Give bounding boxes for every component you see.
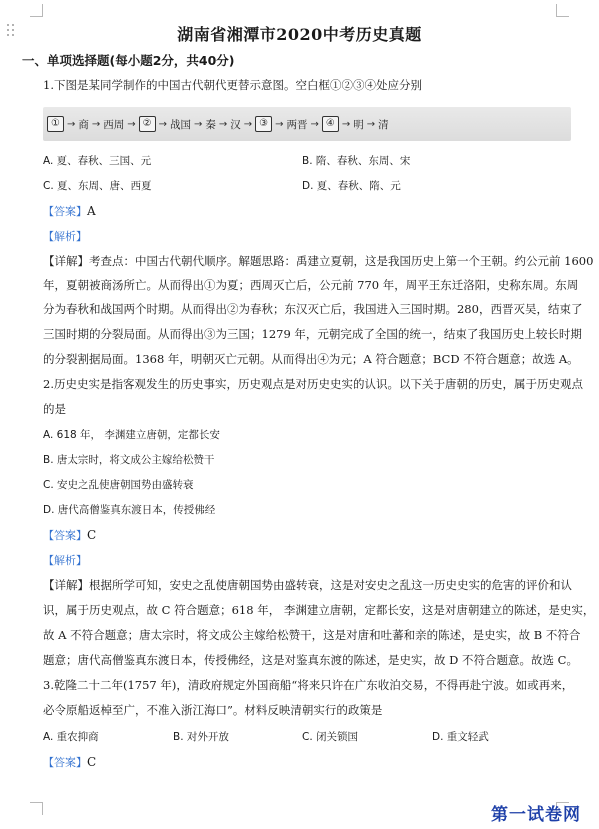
q2-detail-line: 识，属于历史观点，故 C 符合题意；618 年， 李渊建立唐朝，定都长安，这是对唐朝建立的陈述，是史实， — [43, 603, 595, 617]
timeline-box-4: ④ — [322, 116, 339, 132]
timeline-item: 明 — [353, 118, 364, 131]
arrow-right-icon: → — [158, 118, 167, 130]
timeline-item: 西周 — [103, 118, 125, 131]
q2-analysis-tag — [43, 553, 87, 568]
timeline-item: 战国 — [170, 118, 191, 131]
arrow-right-icon: → — [218, 118, 228, 130]
q1-option-d: D. 夏、春秋、隋、元 — [302, 180, 401, 192]
answer-tag: 【答案】 — [43, 205, 87, 218]
q3-stem-line: 必令原船返棹至广，不准入浙江海口”。材料反映清朝实行的政策是 — [43, 703, 383, 717]
timeline-item: 秦 — [205, 118, 216, 131]
q2-detail-line: 故 A 不符合题意；唐太宗时，将文成公主嫁给松赞干，这是对唐和吐蕃和亲的陈述，是史实，故 B 不符合 — [43, 628, 581, 642]
q3-option-d: D. 重文轻武 — [432, 731, 489, 743]
arrow-right-icon: → — [66, 118, 76, 130]
q2-detail-line: 【详解】根据所学可知，安史之乱使唐朝国势由盛转衰，这是对安史之乱这一历史史实的危害的评价和认 — [43, 578, 572, 592]
timeline-box-1: ① — [47, 116, 64, 132]
page-title: 湖南省湘潭市2020中考历史真题 — [177, 25, 422, 44]
q1-option-a: A. 夏、春秋、三国、元 — [43, 155, 152, 167]
q2-option-c: C. 安史之乱使唐朝国势由盛转衰 — [43, 479, 194, 491]
q1-answer — [43, 204, 96, 219]
analysis-tag: 【解析】 — [43, 554, 87, 567]
q1-detail-line: 分为春秋和战国两个时期。从而得出②为春秋；东汉灭亡后，我国进入三国时期。280，西晋灭吴，结束了 — [43, 302, 583, 316]
q3-answer — [43, 755, 96, 770]
timeline-box-3: ③ — [255, 116, 272, 132]
answer-value: C — [87, 528, 97, 542]
watermark-logo: 第一试卷网 — [491, 805, 581, 825]
answer-tag: 【答案】 — [43, 756, 87, 769]
arrow-right-icon: → — [275, 118, 284, 130]
arrow-right-icon: → — [194, 118, 203, 130]
q2-stem-line: 的是 — [43, 402, 66, 416]
q3-option-c: C. 闭关锁国 — [302, 731, 359, 743]
answer-value: A — [87, 204, 96, 218]
q1-stem: 1.下图是某同学制作的中国古代朝代更替示意图。空白框①②③④处应分别 — [43, 78, 422, 92]
answer-tag: 【答案】 — [43, 529, 87, 542]
timeline-box-2: ② — [139, 116, 156, 132]
crop-mark-bottom-left — [30, 802, 43, 815]
q3-stem-line: 3.乾隆二十二年(1757 年)，清政府规定外国商船“将来只许在广东收泊交易，不得再赴宁波。如或再来， — [43, 678, 574, 692]
arrow-right-icon: → — [310, 118, 319, 130]
q1-detail-line: 的分裂割据局面。1368 年，明朝灭亡元朝。从而得出④为元；A 符合题意；BCD 不符合题意；故选 A。 — [43, 352, 579, 366]
timeline-item: 两晋 — [286, 118, 308, 131]
arrow-right-icon: → — [127, 118, 136, 130]
q1-detail-line: 年，夏朝被商汤所亡。从而得出①为夏；西周灭亡后，公元前 770 年，周平王东迁洛阳，史称东周。东周 — [43, 278, 579, 292]
q1-detail-line: 三国时期的分裂局面。从而得出③为三国；1279 年，元朝完成了全国的统一，结束了我国历史上较长时期 — [43, 327, 582, 341]
q3-option-b: B. 对外开放 — [173, 731, 229, 743]
dynasty-timeline-image — [43, 107, 571, 141]
q2-option-a: A. 618 年， 李渊建立唐朝，定都长安 — [43, 429, 220, 441]
arrow-right-icon: → — [341, 118, 351, 130]
section-heading: 一、单项选择题(每小题2分，共40分) — [22, 53, 235, 68]
q2-answer — [43, 528, 96, 543]
q1-analysis-tag — [43, 229, 87, 244]
analysis-tag: 【解析】 — [43, 230, 87, 243]
q2-option-d: D. 唐代高僧鉴真东渡日本，传授佛经 — [43, 504, 216, 516]
arrow-right-icon: → — [243, 118, 253, 130]
q1-option-c: C. 夏、东周、唐、西夏 — [43, 180, 152, 192]
crop-mark-top-right — [556, 4, 569, 17]
answer-value: C — [87, 755, 97, 769]
q3-option-a: A. 重农抑商 — [43, 731, 99, 743]
q2-stem-line: 2.历史史实是指客观发生的历史事实，历史观点是对历史史实的认识。以下关于唐朝的历史，属于历史观点 — [43, 377, 583, 391]
q1-detail-line: 【详解】考查点：中国古代朝代顺序。解题思路：禹建立夏朝，这是我国历史上第一个王朝。约公元前 1600 — [43, 254, 594, 268]
arrow-right-icon: → — [366, 118, 376, 130]
q1-option-b: B. 隋、春秋、东周、宋 — [302, 155, 411, 167]
q2-detail-line: 题意；唐代高僧鉴真东渡日本，传授佛经，这是对鉴真东渡的陈述，是史实，故 D 不符合题意。故选 C。 — [43, 653, 578, 667]
crop-mark-top-left — [30, 4, 43, 17]
timeline-item: 汉 — [230, 118, 241, 131]
arrow-right-icon: → — [91, 118, 101, 130]
timeline-item: 商 — [78, 118, 89, 131]
timeline-item: 清 — [378, 118, 389, 131]
q2-option-b: B. 唐太宗时，将文成公主嫁给松赞干 — [43, 454, 215, 466]
